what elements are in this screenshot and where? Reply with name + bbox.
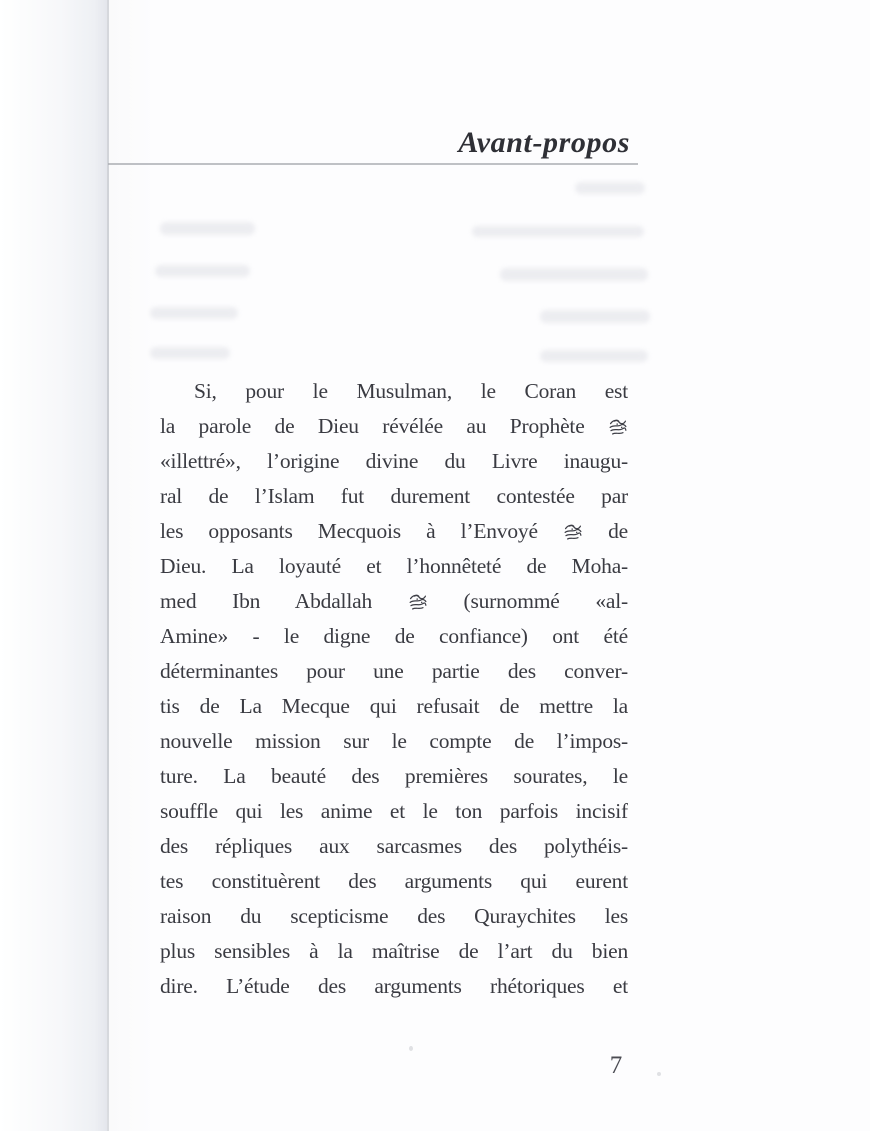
bleedthrough-artifact [150,307,238,319]
body-line: plus sensibles à la maîtrise de l’art du bien [160,939,628,963]
pbuh-calligraphy-icon [408,592,428,611]
page-number: 7 [609,1052,623,1079]
bleedthrough-artifact [155,265,250,277]
scan-speck [409,1046,413,1051]
body-line: ture. La beauté des premières sourates, le [160,764,628,788]
bleedthrough-artifact [540,350,648,362]
body-line: dire. L’étude des arguments rhétoriques et [160,974,628,998]
body-line: nouvelle mission sur le compte de l’impos- [160,729,628,753]
body-line: les opposants Mecquois à l’Envoyé de [160,519,628,543]
body-line: souffle qui les anime et le ton parfois incisif [160,799,628,823]
body-line: tis de La Mecque qui refusait de mettre la [160,694,628,718]
bleedthrough-artifact [500,268,648,281]
body-line: ral de l’Islam fut durement contestée par [160,484,628,508]
bleedthrough-artifact [575,182,645,194]
bleedthrough-artifact [472,226,644,237]
pbuh-calligraphy-icon [608,417,628,436]
body-line: raison du scepticisme des Quraychites les [160,904,628,928]
body-line: med Ibn Abdallah (surnommé «al- [160,589,628,613]
scan-speck [657,1072,661,1076]
body-line: déterminantes pour une partie des conver- [160,659,628,683]
body-line: la parole de Dieu révélée au Prophète [160,409,628,444]
body-line: tes constituèrent des arguments qui eurent [160,869,628,893]
bleedthrough-artifact [150,347,230,359]
body-line: Si, pour le Musulman, le Coran est [194,379,628,403]
body-line: des répliques aux sarcasmes des polythéis- [160,834,628,858]
bleedthrough-artifact [160,222,255,235]
body-line: Amine» - le digne de confiance) ont été [160,624,628,648]
header-rule [108,163,638,165]
body-paragraph [160,374,628,1004]
bleedthrough-artifact [540,310,650,323]
scan-left-margin [0,0,107,1131]
body-line: Dieu. La loyauté et l’honnêteté de Moha- [160,554,628,578]
body-line: «illettré», l’origine divine du Livre inaugu- [160,449,628,473]
pbuh-calligraphy-icon [563,522,583,541]
running-head-title: Avant-propos [458,126,630,159]
